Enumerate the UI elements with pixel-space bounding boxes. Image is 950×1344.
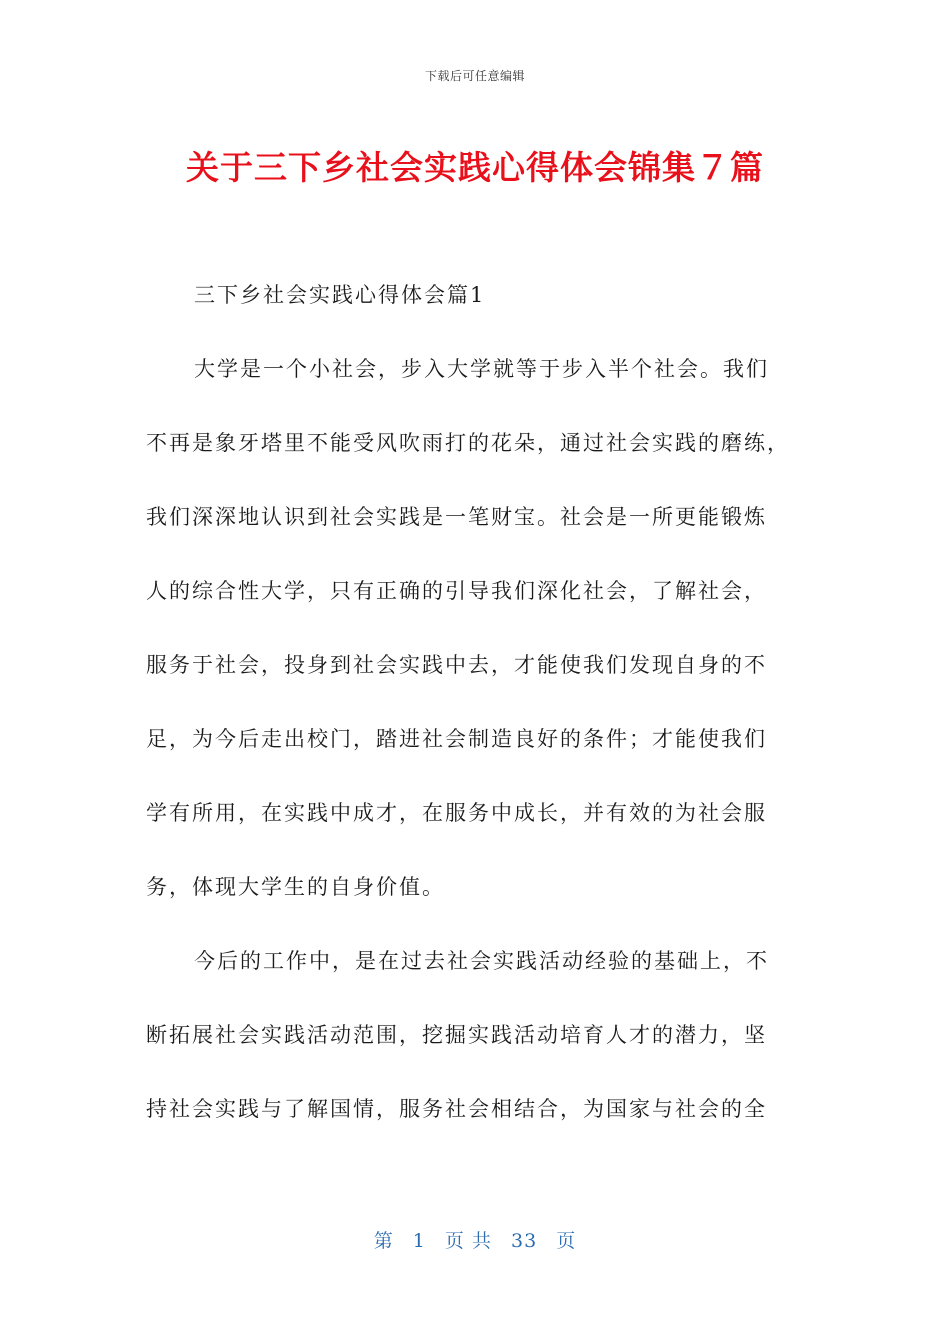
footer-page-number: 1 xyxy=(412,1230,426,1252)
paragraph-line: 我们深深地认识到社会实践是一笔财宝。社会是一所更能锻炼 xyxy=(146,505,767,529)
paragraph-line: 持社会实践与了解国情，服务社会相结合，为国家与社会的全 xyxy=(146,1097,767,1121)
footer-middle: 页 共 xyxy=(444,1230,492,1252)
paragraph-line: 务，体现大学生的自身价值。 xyxy=(146,875,445,899)
footer-prefix: 第 xyxy=(373,1230,394,1252)
footer-suffix: 页 xyxy=(556,1230,577,1252)
paragraph-line: 人的综合性大学，只有正确的引导我们深化社会，了解社会， xyxy=(146,579,767,603)
paragraph-line: 断拓展社会实践活动范围，挖掘实践活动培育人才的潜力，坚 xyxy=(146,1023,767,1047)
footer-total-pages: 33 xyxy=(511,1230,538,1252)
paragraph-2 xyxy=(146,924,806,1146)
section-heading: 三下乡社会实践心得体会篇1 xyxy=(194,283,486,307)
document-body xyxy=(146,275,806,1146)
document-title: 关于三下乡社会实践心得体会锦集７篇 xyxy=(186,148,764,187)
page-footer xyxy=(0,1226,950,1253)
paragraph-line: 服务于社会，投身到社会实践中去，才能使我们发现自身的不 xyxy=(146,653,767,677)
paragraph-line: 今后的工作中，是在过去社会实践活动经验的基础上，不 xyxy=(194,949,769,973)
paragraph-1 xyxy=(146,332,806,924)
paragraph-line: 不再是象牙塔里不能受风吹雨打的花朵，通过社会实践的磨练， xyxy=(146,431,790,455)
paragraph-line: 足，为今后走出校门，踏进社会制造良好的条件；才能使我们 xyxy=(146,727,767,751)
paragraph-line: 学有所用，在实践中成才，在服务中成长，并有效的为社会服 xyxy=(146,801,767,825)
header-note: 下载后可任意编辑 xyxy=(424,69,525,83)
paragraph-line: 大学是一个小社会，步入大学就等于步入半个社会。我们 xyxy=(194,357,769,381)
